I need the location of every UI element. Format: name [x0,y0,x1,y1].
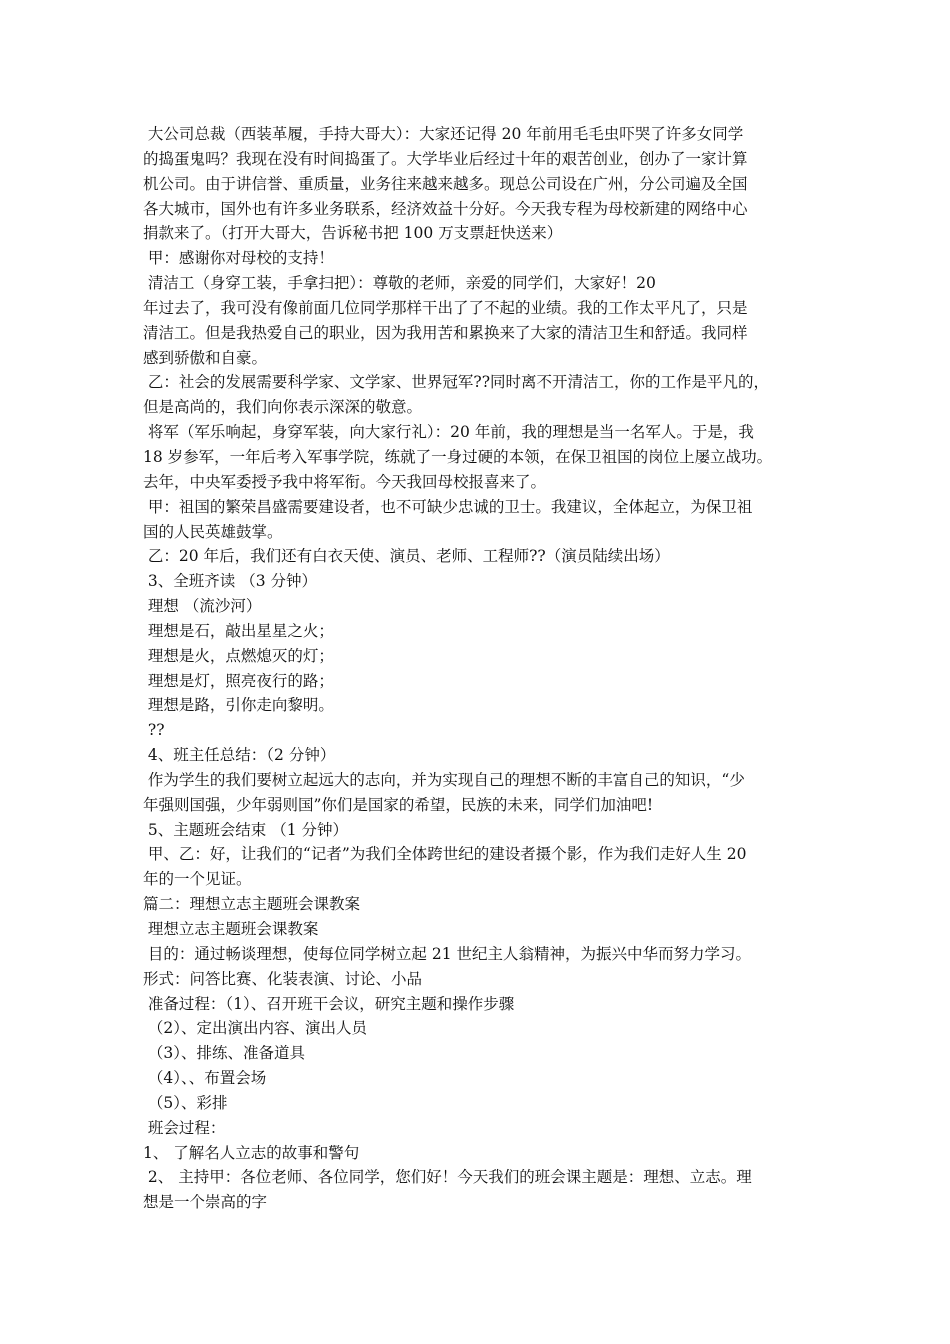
text-line: 18 岁参军，一年后考入军事学院，练就了一身过硬的本领，在保卫祖国的岗位上屡立战功。 [143,447,773,466]
section-heading: 4、班主任总结：（2 分钟） [143,746,336,765]
text-line: 大公司总裁（西装革履，手持大哥大）：大家还记得 20 年前用毛毛虫吓哭了许多女同学 [143,125,744,143]
text-line: 班会过程： [143,1118,226,1137]
text-line: 各大城市，国外也有许多业务联系，经济效益十分好。今天我专程为母校新建的网络中心 [143,199,748,218]
text-line: 甲：祖国的繁荣昌盛需要建设者，也不可缺少忠诚的卫士。我建议，全体起立，为保卫祖 [143,497,753,516]
list-item: 1、 了解名人立志的故事和警句 [143,1143,360,1162]
text-line: 去年，中央军委授予我中将军衔。今天我回母校报喜来了。 [143,472,547,491]
chapter-heading: 篇二：理想立志主题班会课教案 [143,895,361,914]
section-heading: 5、主题班会结束 （1 分钟） [143,820,349,839]
poem-line: 理想是石，敲出星星之火； [143,621,334,640]
text-line: 甲、乙：好，让我们的“记者”为我们全体跨世纪的建设者摄个影，作为我们走好人生 20 [143,845,747,864]
text-line: 国的人民英雄鼓掌。 [143,522,283,541]
poem-line: 理想是灯，照亮夜行的路； [143,671,334,690]
list-item: 2、 主持甲：各位老师、各位同学，您们好！今天我们的班会课主题是：理想、立志。理 [143,1168,752,1187]
text-line: 捐款来了。（打开大哥大，告诉秘书把 100 万支票赶快送来） [143,224,563,243]
text-line: 作为学生的我们要树立起远大的志向，并为实现自己的理想不断的丰富自己的知识，“少 [143,770,745,789]
text-line: 感到骄傲和自豪。 [143,348,268,367]
text-line: 形式：问答比赛、化装表演、讨论、小品 [143,969,423,988]
poem-line: ?? [143,721,165,740]
text-line: 将军（军乐响起，身穿军装，向大家行礼）：20 年前，我的理想是当一名军人。于是，我 [143,423,754,442]
list-item: （4）、、布置会场 [143,1069,267,1088]
poem-title: 理想 （流沙河） [143,597,262,616]
text-line: 甲：感谢你对母校的支持！ [143,249,334,268]
text-line: 机公司。由于讲信誉、重质量，业务往来越来越多。现总公司设在广州，分公司遍及全国 [143,174,748,193]
text-line: 想是一个崇高的字 [143,1193,268,1212]
text-line: 乙：20 年后，我们还有白衣天使、演员、老师、工程师??（演员陆续出场） [143,547,670,566]
text-line: 年的一个见证。 [143,870,252,889]
text-line: 但是高尚的，我们向你表示深深的敬意。 [143,398,423,417]
text-line: 年强则国强，少年弱则国”你们是国家的希望，民族的未来，同学们加油吧! [143,795,654,814]
text-line: 准备过程：（1）、召开班干会议，研究主题和操作步骤 [143,994,515,1013]
text-line: 目的：通过畅谈理想，使每位同学树立起 21 世纪主人翁精神，为振兴中华而努力学习。 [143,944,752,963]
text-line: 乙：社会的发展需要科学家、文学家、世界冠军??同时离不开清洁工，你的工作是平凡的， [143,373,770,392]
section-heading: 3、全班齐读 （3 分钟） [143,572,318,591]
list-item: （2）、定出演出内容、演出人员 [143,1019,368,1038]
poem-line: 理想是路，引你走向黎明。 [143,696,334,715]
poem-line: 理想是火，点燃熄灭的灯； [143,646,334,665]
lesson-title: 理想立志主题班会课教案 [143,920,319,938]
document-page [143,122,813,1215]
text-line: 清洁工（身穿工装，手拿扫把）：尊敬的老师，亲爱的同学们，大家好！20 [143,274,656,293]
text-line: 清洁工。但是我热爱自己的职业，因为我用苦和累换来了大家的清洁卫生和舒适。我同样 [143,323,748,342]
text-line: 年过去了，我可没有像前面几位同学那样干出了了不起的业绩。我的工作太平凡了，只是 [143,298,748,317]
list-item: （5）、彩排 [143,1093,228,1112]
text-line: 的捣蛋鬼吗？我现在没有时间捣蛋了。大学毕业后经过十年的艰苦创业，创办了一家计算 [143,149,748,168]
list-item: （3）、排练、准备道具 [143,1044,306,1063]
